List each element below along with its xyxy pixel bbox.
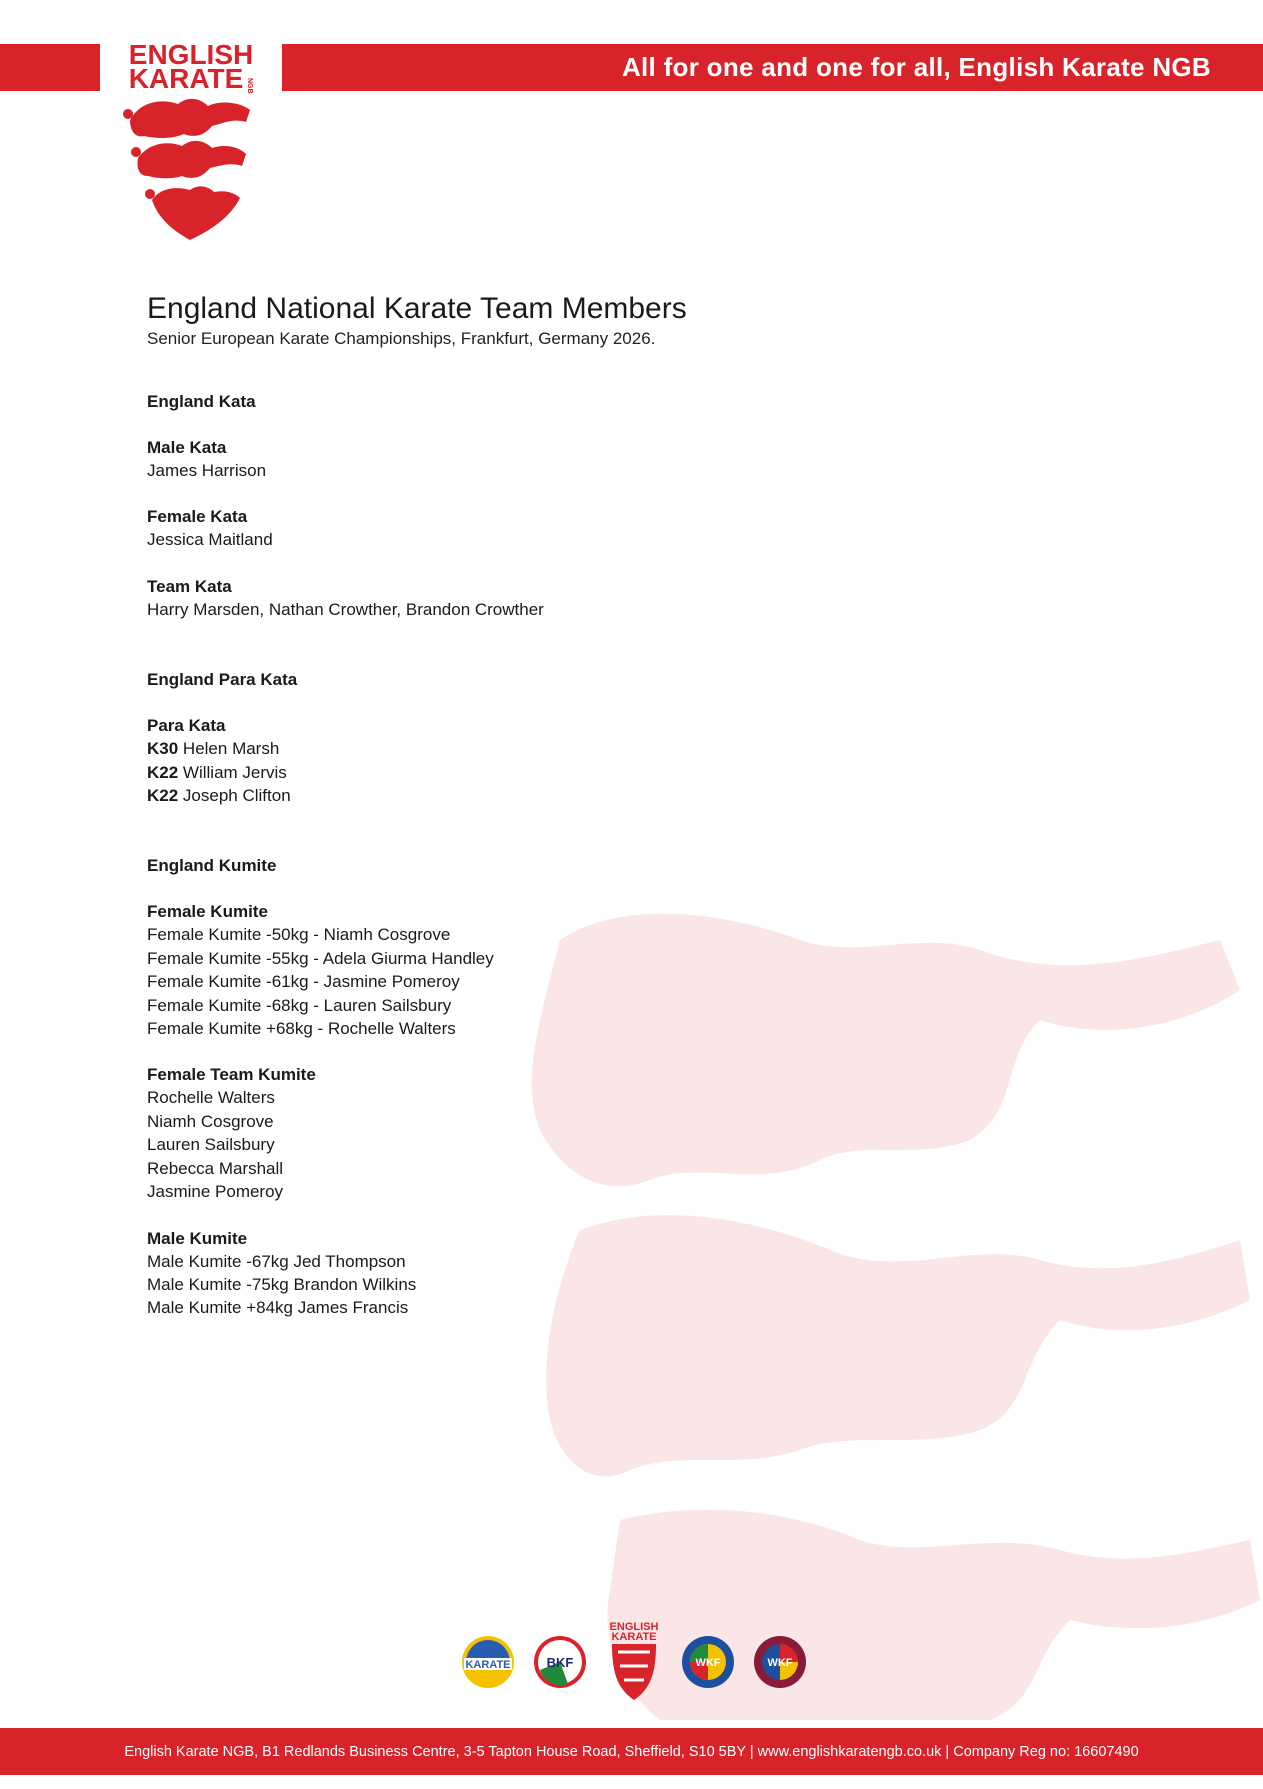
- list-item: Jessica Maitland: [147, 530, 273, 550]
- group-heading-female-team-kumite: Female Team Kumite: [147, 1065, 316, 1085]
- english-karate-small-logo: [604, 1620, 664, 1702]
- list-item: [147, 761, 1147, 784]
- page-subtitle: Senior European Karate Championships, Frankfurt, Germany 2026.: [147, 329, 656, 348]
- footer-bar: [0, 1728, 1263, 1775]
- group-heading-male-kata: Male Kata: [147, 438, 227, 457]
- list-item: Lauren Sailsbury: [147, 1135, 275, 1155]
- list-item: Female Kumite -55kg - Adela Giurma Handley: [147, 948, 494, 968]
- logo-text-line2: KARATE: [128, 63, 244, 94]
- wkf-logo-2-text: WKF: [767, 1657, 793, 1669]
- list-item: Rochelle Walters: [147, 1088, 275, 1108]
- group-heading-female-kumite: Female Kumite: [147, 902, 268, 922]
- logo-text-small: NGB: [246, 78, 253, 94]
- document-body: [147, 290, 1147, 1320]
- bkf-logo-text: BKF: [546, 1655, 574, 1670]
- list-item: Female Kumite -50kg - Niamh Cosgrove: [147, 925, 451, 945]
- list-item: [147, 784, 1147, 807]
- athlete-name: Helen Marsh: [182, 739, 280, 759]
- group-heading-male-kumite: Male Kumite: [147, 1228, 248, 1248]
- list-item: James Harrison: [147, 461, 267, 480]
- group-heading-para-kata: Para Kata: [147, 716, 226, 736]
- bkf-logo: [532, 1634, 588, 1690]
- group-heading-female-kata: Female Kata: [147, 507, 248, 527]
- partner-logos: [460, 1620, 820, 1700]
- list-item: Female Kumite -61kg - Jasmine Pomeroy: [147, 972, 460, 992]
- list-item: Female Kumite +68kg - Rochelle Walters: [147, 1019, 456, 1039]
- list-item: [147, 737, 1147, 760]
- logo-text-line1: ENGLISH: [128, 40, 254, 70]
- english-karate-logo: [100, 40, 282, 260]
- page-title: England National Karate Team Members: [147, 292, 687, 325]
- list-item: Male Kumite +84kg James Francis: [147, 1298, 409, 1318]
- section-heading-para-kata: England Para Kata: [147, 670, 298, 690]
- commonwealth-karate-logo: [460, 1634, 516, 1690]
- para-class: K30: [147, 739, 179, 759]
- section-heading-kata: England Kata: [147, 392, 256, 411]
- wkf-logo-1-text: WKF: [695, 1657, 721, 1669]
- group-heading-team-kata: Team Kata: [147, 576, 232, 596]
- section-heading-kumite: England Kumite: [147, 856, 277, 876]
- list-item: Harry Marsden, Nathan Crowther, Brandon Crowther: [147, 599, 544, 619]
- list-item: Female Kumite -68kg - Lauren Sailsbury: [147, 995, 452, 1015]
- athlete-name: Joseph Clifton: [182, 786, 291, 806]
- wkf-logo-1: [680, 1634, 736, 1690]
- lions-shield-icon: [122, 98, 251, 240]
- para-class: K22: [147, 786, 179, 806]
- para-class: K22: [147, 762, 179, 782]
- ek-logo-line2: KARATE: [611, 1631, 657, 1643]
- list-item: Niamh Cosgrove: [147, 1111, 274, 1131]
- footer-address: English Karate NGB, B1 Redlands Business Centre, 3-5 Tapton House Road, Sheffield, S10 5BY | www.englishkaratengb.co.uk | Company Reg no: 16607490: [124, 1744, 1139, 1760]
- list-item: Male Kumite -67kg Jed Thompson: [147, 1251, 406, 1271]
- list-item: Male Kumite -75kg Brandon Wilkins: [147, 1274, 417, 1294]
- wkf-logo-2: [752, 1634, 808, 1690]
- list-item: Rebecca Marshall: [147, 1158, 284, 1178]
- header-slogan: All for one and one for all, English Karate NGB: [621, 52, 1211, 82]
- commonwealth-logo-text: KARATE: [465, 1659, 511, 1671]
- list-item: Jasmine Pomeroy: [147, 1182, 284, 1202]
- ek-logo-line1: ENGLISH: [609, 1621, 659, 1633]
- athlete-name: William Jervis: [182, 762, 287, 782]
